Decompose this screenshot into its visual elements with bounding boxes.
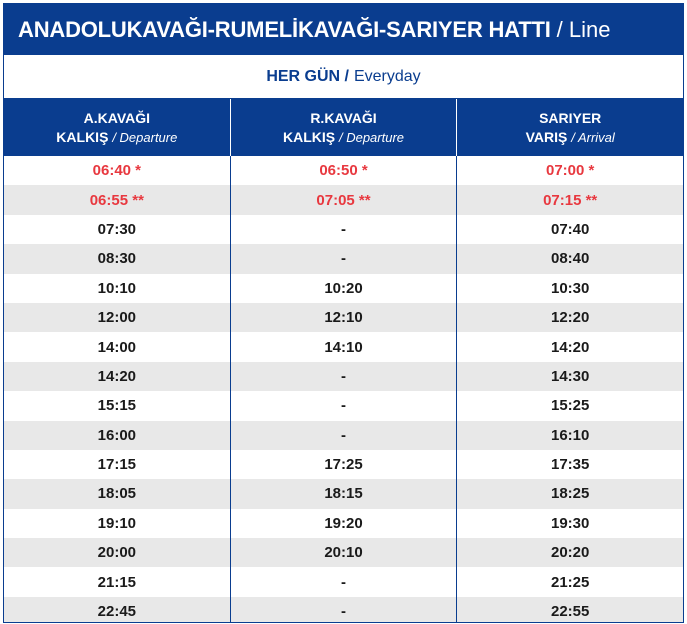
table-row — [4, 274, 683, 303]
column-header-station: A.KAVAĞI — [83, 109, 151, 126]
time-cell: 20:00 — [97, 544, 137, 562]
time-cell: 18:05 — [97, 485, 137, 503]
time-cell: 19:20 — [230, 509, 457, 538]
time-cell: 18:25 — [456, 479, 683, 508]
table-row — [4, 479, 683, 508]
time-cell: 21:25 — [456, 567, 683, 596]
column-header-type — [526, 128, 615, 147]
column-header-type-english: / Departure — [112, 129, 178, 145]
column-header-type-english: / Arrival — [571, 129, 615, 145]
time-cell: 12:10 — [230, 303, 457, 332]
column-header-type-label: KALKIŞ — [282, 128, 336, 145]
table-row — [4, 156, 683, 185]
column-header-station: R.KAVAĞI — [310, 109, 377, 126]
time-cell: - — [230, 215, 457, 244]
time-cell: - — [230, 567, 457, 596]
time-cell: 08:40 — [456, 244, 683, 273]
line-title: ANADOLUKAVAĞI-RUMELİKAVAĞI-SARIYER HATTI — [18, 16, 551, 42]
table-row — [4, 303, 683, 332]
time-cell: 20:10 — [230, 538, 457, 567]
time-cell: 18:15 — [230, 479, 457, 508]
time-cell: 17:35 — [456, 450, 683, 479]
time-cell: 16:00 — [97, 426, 137, 444]
time-cell: 21:15 — [97, 573, 137, 591]
table-row — [4, 509, 683, 538]
title-bar — [4, 4, 683, 55]
time-cell: 07:05 ** — [230, 185, 457, 214]
service-day — [4, 55, 683, 99]
column-header-type-label: VARIŞ — [525, 128, 568, 145]
time-cell: 16:10 — [456, 421, 683, 450]
table-row — [4, 391, 683, 420]
table-row — [4, 332, 683, 361]
time-cell: 15:25 — [456, 391, 683, 420]
time-cell: 19:10 — [97, 514, 137, 532]
column-header-type-english: / Departure — [338, 129, 405, 145]
table-row — [4, 362, 683, 391]
time-cell: 10:30 — [456, 274, 683, 303]
column-headers — [4, 99, 683, 156]
table-row — [4, 215, 683, 244]
column-header-type-label: KALKIŞ — [56, 128, 109, 145]
time-cell: 12:20 — [456, 303, 683, 332]
time-cell: 07:15 ** — [456, 185, 683, 214]
time-cell: 14:10 — [230, 332, 457, 361]
time-cell: - — [230, 391, 457, 420]
service-day-english: Everyday — [353, 67, 421, 85]
table-row — [4, 597, 683, 623]
column-header-station: SARIYER — [539, 109, 602, 126]
timetable — [3, 3, 684, 623]
time-cell: - — [230, 244, 457, 273]
column-header-anadolukavagi — [4, 99, 230, 156]
time-cell: 14:30 — [456, 362, 683, 391]
time-cell: 07:40 — [456, 215, 683, 244]
time-cell: 10:20 — [230, 274, 457, 303]
table-row — [4, 244, 683, 273]
time-cell: 06:55 ** — [89, 191, 144, 209]
service-day-label: HER GÜN / — [266, 67, 349, 85]
time-cell: 20:20 — [456, 538, 683, 567]
column-header-sariyer — [456, 99, 683, 156]
time-cell: 14:00 — [97, 338, 137, 356]
time-cell: 19:30 — [456, 509, 683, 538]
timetable-rows — [4, 156, 683, 623]
time-cell: 06:50 * — [230, 156, 457, 185]
time-cell: 06:40 * — [92, 162, 142, 180]
time-cell: 12:00 — [97, 309, 137, 327]
time-cell: 15:15 — [97, 397, 137, 415]
table-row — [4, 421, 683, 450]
column-header-rumelikavagi — [230, 99, 457, 156]
table-row — [4, 450, 683, 479]
time-cell: - — [230, 421, 457, 450]
time-cell: - — [230, 362, 457, 391]
table-row — [4, 538, 683, 567]
time-cell: 10:10 — [97, 279, 137, 297]
time-cell: 22:45 — [97, 603, 137, 621]
table-row — [4, 185, 683, 214]
time-cell: 17:15 — [97, 456, 137, 474]
table-row — [4, 567, 683, 596]
time-cell: 14:20 — [456, 332, 683, 361]
column-header-type — [283, 128, 404, 147]
time-cell: 07:30 — [97, 220, 137, 238]
time-cell: - — [230, 597, 457, 623]
time-cell: 08:30 — [97, 250, 137, 268]
column-header-type — [56, 128, 177, 147]
time-cell: 14:20 — [97, 367, 137, 385]
time-cell: 22:55 — [456, 597, 683, 623]
line-title-english: / Line — [556, 16, 611, 42]
time-cell: 17:25 — [230, 450, 457, 479]
time-cell: 07:00 * — [456, 156, 683, 185]
